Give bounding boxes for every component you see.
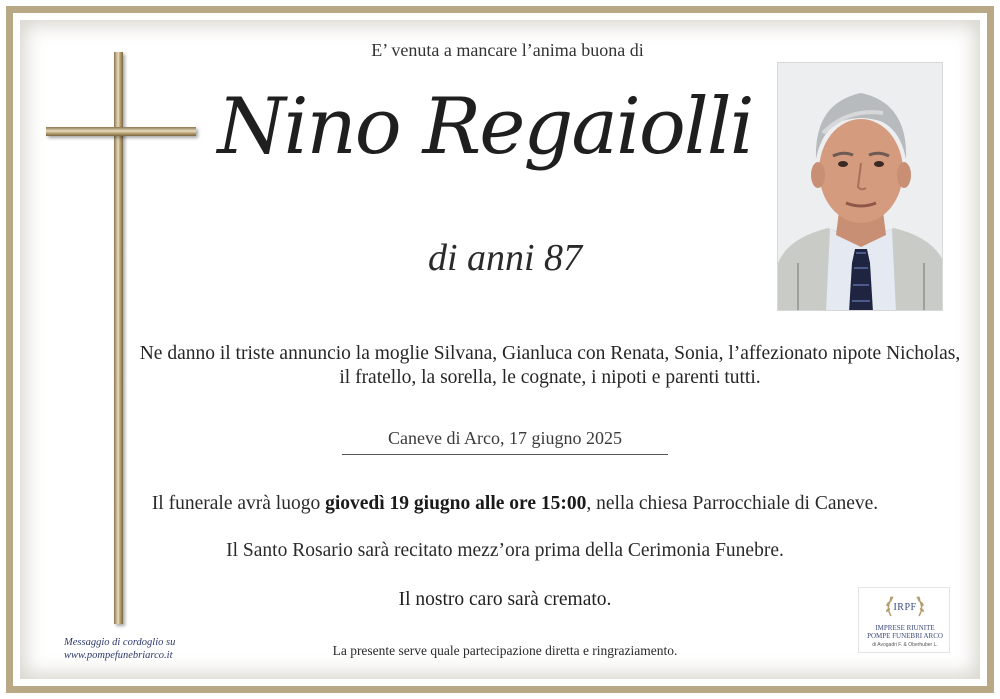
cross-vertical-beam <box>114 52 123 624</box>
funeral-info <box>100 493 930 515</box>
funeral-text-pre: Il funerale avrà luogo <box>151 493 326 514</box>
funeral-home-logo <box>858 587 950 653</box>
rosary-info: Il Santo Rosario sarà recitato mezz’ora prima della Cerimonia Funebre. <box>226 540 784 561</box>
funeral-text-post: , nella chiesa Parrocchiale di Caneve. <box>586 493 879 514</box>
deceased-name: Nino Regaiolli <box>217 82 753 172</box>
age-text: di anni 87 <box>427 237 583 279</box>
closing-text: La presente serve quale partecipazione diretta e ringraziamento. <box>332 643 678 658</box>
announcement-line-2: il fratello, la sorella, le cognate, i nipoti e parenti tutti. <box>339 367 761 388</box>
portrait-photo <box>777 62 943 311</box>
condolence-website-link[interactable]: www.pompefunebriarco.it <box>64 650 173 661</box>
condolence-note <box>64 636 264 662</box>
cross-icon <box>0 0 1 1</box>
place-date: Caneve di Arco, 17 giugno 2025 <box>342 428 668 455</box>
logo-name-line-2: POMPE FUNEBRI ARCO <box>867 632 943 640</box>
condolence-label: Messaggio di cordoglio su <box>64 637 176 648</box>
announcement-line-1: Ne danno il triste annuncio la moglie Silvana, Gianluca con Renata, Sonia, l’affezionato nipote Nicholas, <box>139 343 961 364</box>
logo-acronym: IRPF <box>893 602 917 613</box>
intro-text: E’ venuta a mancare l’anima buona di <box>371 40 644 60</box>
logo-owners: di Avogadri F. & Oberhuber L. <box>872 642 938 648</box>
funeral-datetime: giovedì 19 giugno alle ore 15:00 <box>325 493 587 514</box>
announcement-text <box>120 342 980 390</box>
cremation-info: Il nostro caro sarà cremato. <box>398 589 612 610</box>
logo-name-line-1: IMPRESE RIUNITE <box>875 624 935 632</box>
